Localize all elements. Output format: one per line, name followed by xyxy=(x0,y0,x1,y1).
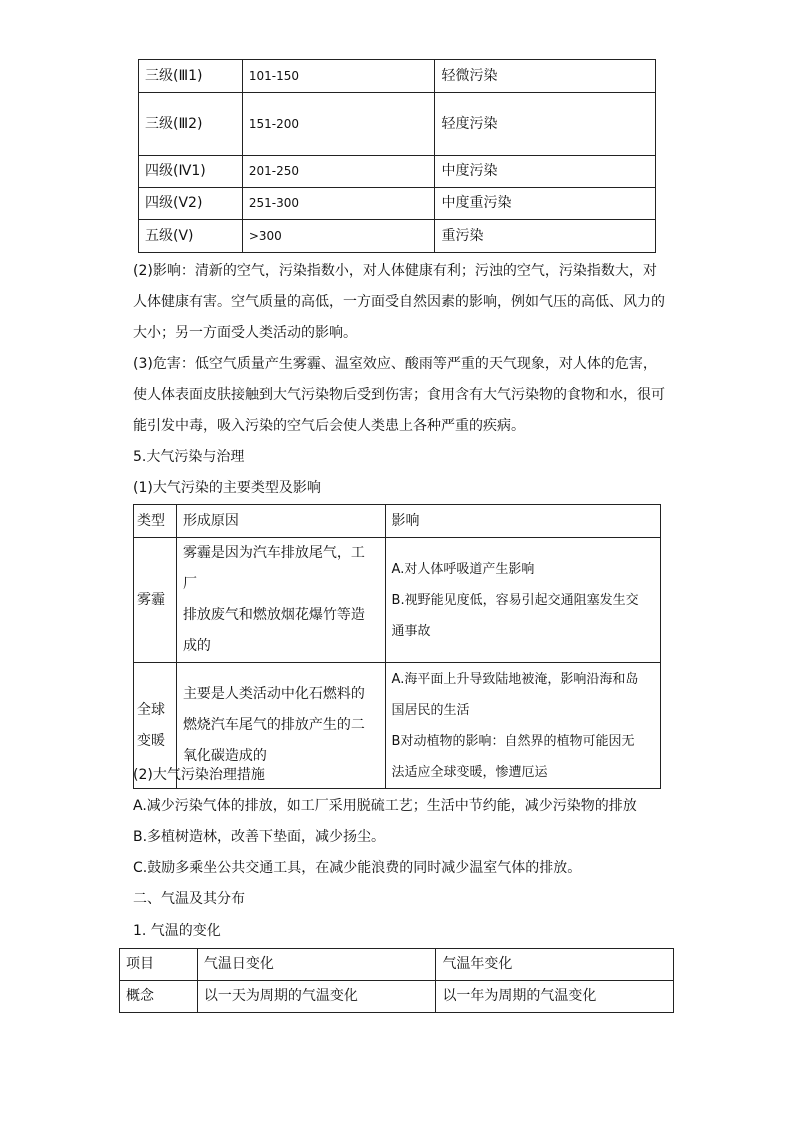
annual-cell: 以一年为周期的气温变化 xyxy=(436,981,674,1013)
cause-line: 主要是人类活动中化石燃料的 xyxy=(182,686,365,702)
aqi-category: 中度污染 xyxy=(435,156,656,188)
type-line: 全球 xyxy=(137,701,165,718)
table-row xyxy=(139,156,656,188)
effect-line: B对动植物的影响：自然界的植物可能因无 xyxy=(391,733,635,749)
table-row xyxy=(139,220,656,253)
aqi-range: 151-200 xyxy=(242,93,435,156)
aqi-range: 201-250 xyxy=(242,156,435,188)
effect-line: A.对人体呼吸道产生影响 xyxy=(391,561,535,577)
harm-line: (3)危害：低空气质量产生雾霾、温室效应、酸雨等严重的天气现象，对人体的危害， xyxy=(133,356,657,372)
influence-line: (2)影响：清新的空气，污染指数小，对人体健康有利；污浊的空气，污染指数大，对 xyxy=(133,263,657,279)
aqi-range: >300 xyxy=(242,220,435,253)
harm-line: 使人体表面皮肤接触到大气污染物后受到伤害；食用含有大气污染物的食物和水，很可 xyxy=(133,387,665,403)
table-row xyxy=(139,60,656,93)
aqi-table xyxy=(138,59,656,253)
aqi-level: 四级(Ⅴ2) xyxy=(139,188,243,220)
subsection-title: 1. 气温的变化 xyxy=(133,923,221,939)
effect-line: B.视野能见度低，容易引起交通阻塞发生交 xyxy=(391,592,639,608)
harm-line: 能引发中毒，吸入污染的空气后会使人类患上各种严重的疾病。 xyxy=(133,418,525,434)
pollution-table xyxy=(133,504,661,789)
section-title: 5.大气污染与治理 xyxy=(133,449,245,465)
header-daily: 气温日变化 xyxy=(197,949,436,981)
type-cell: 雾霾 xyxy=(134,538,177,663)
aqi-category: 重污染 xyxy=(435,220,656,253)
effect-line: 法适应全球变暖，惨遭厄运 xyxy=(391,764,548,780)
aqi-category: 轻度污染 xyxy=(435,93,656,156)
aqi-category: 轻微污染 xyxy=(435,60,656,93)
cause-line: 排放废气和燃放烟花爆竹等造 xyxy=(182,607,365,623)
effect-cell xyxy=(385,538,660,663)
daily-cell: 以一天为周期的气温变化 xyxy=(197,981,436,1013)
cause-cell xyxy=(176,538,385,663)
aqi-level: 三级(Ⅲ1) xyxy=(139,60,243,93)
aqi-level: 四级(Ⅳ1) xyxy=(139,156,243,188)
measure-item: A.减少污染气体的排放，如工厂采用脱硫工艺；生活中节约能，减少污染物的排放 xyxy=(133,798,637,814)
header-effect: 影响 xyxy=(385,505,660,538)
effect-line: 国居民的生活 xyxy=(391,702,470,718)
cause-line: 雾霾是因为汽车排放尾气，工厂 xyxy=(182,545,365,592)
header-cause: 形成原因 xyxy=(176,505,385,538)
measure-item: C.鼓励多乘坐公共交通工具，在减少能浪费的同时减少温室气体的排放。 xyxy=(133,860,582,876)
section-title: 二、气温及其分布 xyxy=(133,891,245,907)
subsection-title: (1)大气污染的主要类型及影响 xyxy=(133,480,321,496)
header-item: 项目 xyxy=(120,949,198,981)
influence-line: 大小；另一方面受人类活动的影响。 xyxy=(133,325,357,341)
aqi-category: 中度重污染 xyxy=(435,188,656,220)
cause-line: 氧化碳造成的 xyxy=(182,748,267,764)
effect-line: 通事故 xyxy=(391,623,431,639)
aqi-range: 101-150 xyxy=(242,60,435,93)
measure-item: B.多植树造林，改善下垫面，减少扬尘。 xyxy=(133,829,386,845)
table-row xyxy=(139,93,656,156)
subsection-title: (2)大气污染治理措施 xyxy=(133,767,265,783)
header-type: 类型 xyxy=(134,505,177,538)
table-row xyxy=(139,188,656,220)
type-line: 变暖 xyxy=(137,732,165,749)
header-annual: 气温年变化 xyxy=(436,949,674,981)
cause-line: 燃烧汽车尾气的排放产生的二 xyxy=(182,717,365,733)
table-row xyxy=(120,981,674,1013)
aqi-range: 251-300 xyxy=(242,188,435,220)
table-row xyxy=(134,538,661,663)
row-label: 概念 xyxy=(120,981,198,1013)
influence-line: 人体健康有害。空气质量的高低，一方面受自然因素的影响，例如气压的高低、风力的 xyxy=(133,294,665,310)
table-row xyxy=(134,505,661,538)
aqi-level: 五级(Ⅴ) xyxy=(139,220,243,253)
temperature-table xyxy=(119,948,674,1013)
cause-line: 成的 xyxy=(182,638,211,654)
table-row xyxy=(120,949,674,981)
aqi-level: 三级(Ⅲ2) xyxy=(139,93,243,156)
effect-line: A.海平面上升导致陆地被淹，影响沿海和岛 xyxy=(391,671,639,687)
